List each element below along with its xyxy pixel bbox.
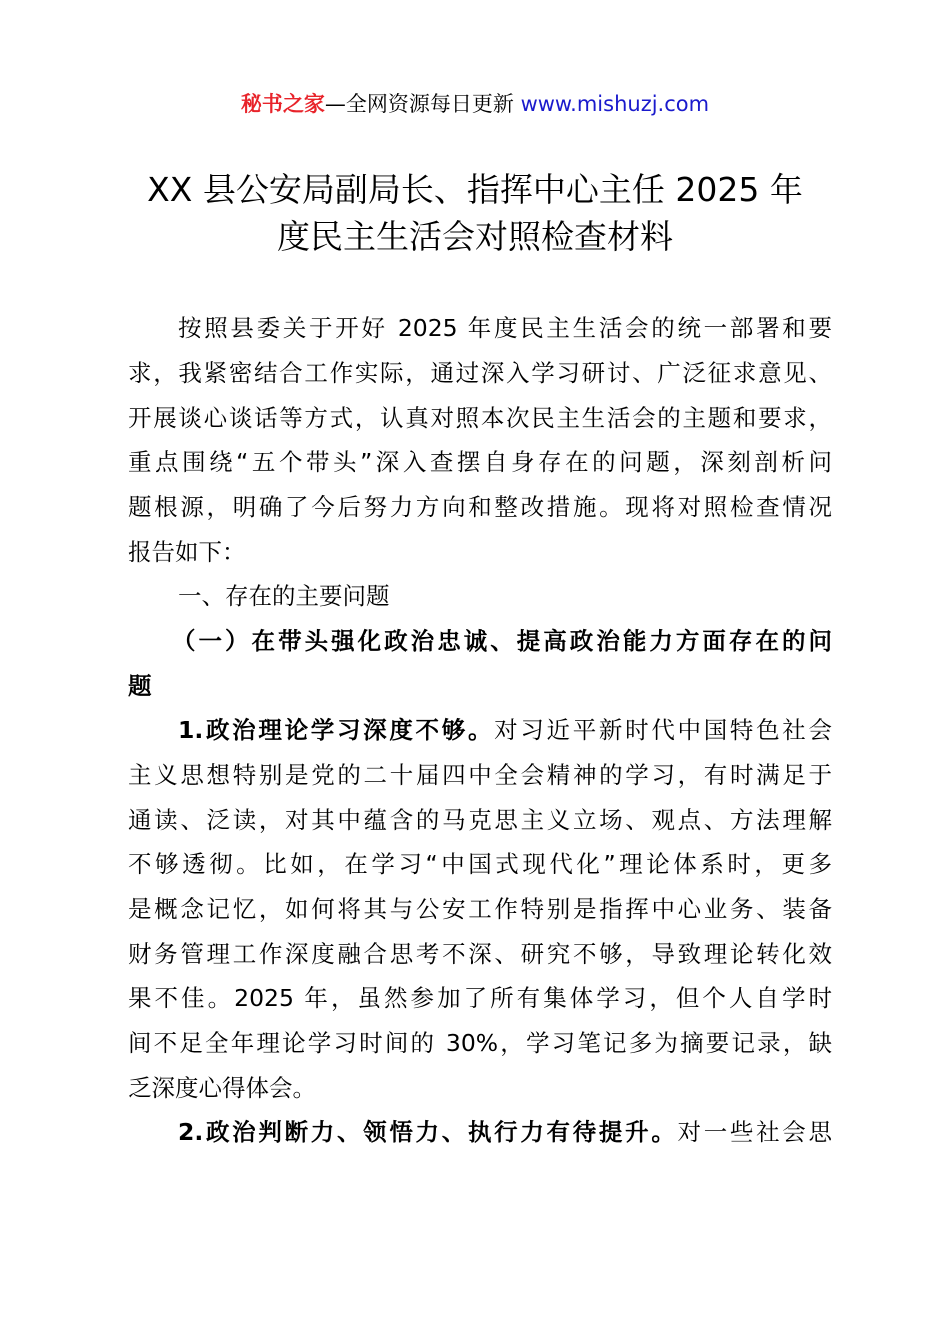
- banner-tagline: —全网资源每日更新: [324, 92, 521, 116]
- brand-name: 秘书之家: [240, 92, 325, 116]
- item1-line: 通读、泛读，对其中蕴含的马克思主义立场、观点、方法理解: [128, 806, 832, 834]
- intro-line: 重点围绕“五个带头”深入查摆自身存在的问题，深刻剖析问: [128, 448, 832, 476]
- item2-heading: 2.政治判断力、领悟力、执行力有待提升。: [178, 1118, 678, 1146]
- intro-line: 求，我紧密结合工作实际，通过深入学习研讨、广泛征求意见、: [128, 359, 832, 387]
- document-title-line-2: 度民主生活会对照检查材料: [277, 217, 673, 256]
- item1-line: 主义思想特别是党的二十届四中全会精神的学习，有时满足于: [128, 761, 832, 789]
- intro-line: 报告如下：: [128, 538, 246, 566]
- document-title-line-1: XX 县公安局副局长、指挥中心主任 2025 年: [147, 170, 803, 209]
- item1-first-line: [128, 712, 832, 748]
- intro-line: 题根源，明确了今后努力方向和整改措施。现将对照检查情况: [128, 493, 832, 521]
- item1-line: 不够透彻。比如，在学习“中国式现代化”理论体系时，更多: [128, 850, 832, 878]
- item1-heading: 1.政治理论学习深度不够。: [178, 716, 495, 744]
- item2-first-line: [128, 1114, 832, 1150]
- item2-text: 对一些社会思: [677, 1118, 832, 1146]
- site-url-link[interactable]: www.mishuzj.com: [520, 92, 710, 116]
- item1-text: 对习近平新时代中国特色社会: [494, 716, 832, 744]
- item1-line: 间不足全年理论学习时间的 30%，学习笔记多为摘要记录，缺: [128, 1029, 832, 1057]
- intro-line: 开展谈心谈话等方式，认真对照本次民主生活会的主题和要求，: [128, 404, 832, 432]
- subsection-heading: （一）在带头强化政治忠诚、提高政治能力方面存在的问: [172, 627, 832, 655]
- site-banner: [0, 88, 950, 120]
- item1-line: 乏深度心得体会。: [128, 1074, 316, 1102]
- subsection-heading-cont: 题: [128, 672, 152, 700]
- section-heading: 一、存在的主要问题: [178, 582, 390, 610]
- item1-line: 是概念记忆，如何将其与公安工作特别是指挥中心业务、装备: [128, 895, 832, 923]
- intro-line: 按照县委关于开好 2025 年度民主生活会的统一部署和要: [178, 314, 832, 342]
- item1-line: 财务管理工作深度融合思考不深、研究不够，导致理论转化效: [128, 940, 832, 968]
- item1-line: 果不佳。2025 年，虽然参加了所有集体学习，但个人自学时: [128, 984, 832, 1012]
